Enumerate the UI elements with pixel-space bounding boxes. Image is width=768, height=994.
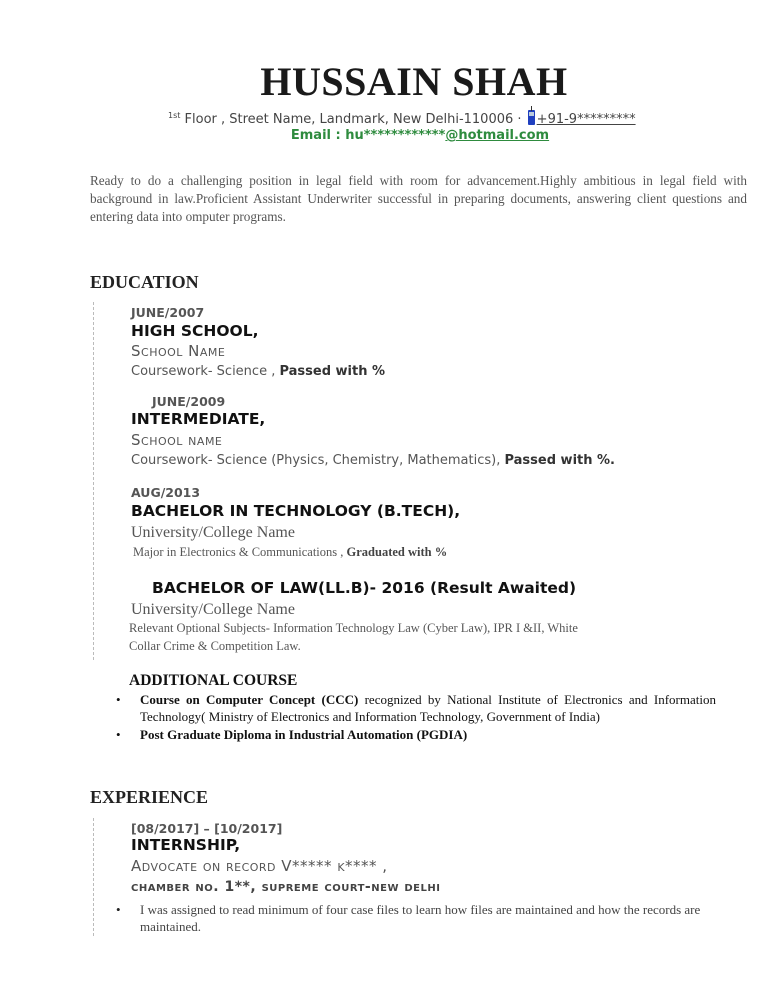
course-name-2: Post Graduate Diploma in Industrial Automation (PGDIA)	[140, 727, 468, 742]
experience-bullet: • I was assigned to read minimum of four case files to learn how files are maintained and how the records are maintained.	[116, 902, 716, 935]
email-line	[0, 128, 768, 143]
edu-result-1: Passed with %	[279, 364, 386, 379]
additional-course-heading: ADDITIONAL COURSE	[129, 672, 298, 689]
education-heading: EDUCATION	[90, 272, 199, 292]
edu-degree-4: BACHELOR OF LAW(LL.B)- 2016 (Result Awaited)	[152, 579, 577, 597]
exp-title: INTERNSHIP,	[131, 836, 241, 854]
edu-major-3	[133, 545, 447, 560]
course-desc-1: recognized by National Institute of Electronics and Information Technology( Ministry of Electronics and Information Technology, Government of India)	[140, 692, 716, 724]
additional-course-item	[116, 692, 716, 725]
profile-summary: Ready to do a challenging position in legal field with room for advancement.Highly ambitious in legal field with background in law.Proficient Assistant Underwriter successful in preparing documents, answering client questions and entering data into omputer programs.	[90, 173, 747, 224]
edu-degree-3: BACHELOR IN TECHNOLOGY (B.TECH),	[131, 502, 461, 520]
floor-superscript: 1st	[168, 111, 181, 120]
edu-university-4: University/College Name	[131, 601, 295, 618]
additional-course-item	[116, 727, 716, 744]
experience-bullets	[116, 902, 716, 935]
edu-degree-2: INTERMEDIATE,	[131, 410, 266, 428]
edu-course-1	[131, 364, 385, 379]
edu-course-2	[131, 453, 615, 468]
edu-result-3: Graduated with %	[346, 545, 448, 559]
email-label: Email :	[290, 128, 346, 143]
email-user[interactable]: hu************	[345, 128, 446, 143]
edu-degree-1: HIGH SCHOOL,	[131, 322, 259, 340]
edu-university-3: University/College Name	[131, 524, 295, 541]
additional-course-list	[116, 692, 716, 746]
edu-school-1: School Name	[131, 342, 226, 360]
edu-school-2: School name	[131, 431, 223, 449]
mobile-phone-icon	[528, 110, 535, 125]
exp-role: Advocate on record V***** k**** ,	[131, 857, 388, 875]
edu-subjects-line-2: Collar Crime & Competition Law.	[129, 639, 301, 653]
education-divider	[93, 302, 94, 660]
experience-heading: EXPERIENCE	[90, 787, 209, 807]
edu-course-text-2: Coursework- Science (Physics, Chemistry, Mathematics),	[131, 453, 505, 468]
edu-course-text-1: Coursework- Science ,	[131, 364, 280, 379]
edu-date-2: JUNE/2009	[152, 394, 226, 409]
edu-major-text-3: Major in Electronics & Communications ,	[133, 545, 347, 559]
address-line	[168, 110, 636, 127]
address-text: Floor , Street Name, Landmark, New Delhi-110006 ·	[180, 112, 526, 127]
experience-divider	[93, 818, 94, 936]
edu-subjects-line-1: Relevant Optional Subjects- Information Technology Law (Cyber Law), IPR I &II, White	[129, 621, 578, 635]
exp-chamber: chamber no. 1**, supreme court-new delhi	[131, 879, 441, 895]
edu-result-2: Passed with %.	[504, 453, 615, 468]
edu-date-1: JUNE/2007	[131, 305, 205, 320]
exp-date: [08/2017] – [10/2017]	[131, 821, 283, 836]
edu-date-3: AUG/2013	[131, 485, 201, 500]
phone-number[interactable]: +91-9*********	[536, 112, 636, 127]
email-domain-link[interactable]: @hotmail.com	[445, 128, 550, 143]
candidate-name: HUSSAIN SHAH	[260, 59, 568, 104]
course-name-1: Course on Computer Concept (CCC)	[140, 692, 359, 707]
